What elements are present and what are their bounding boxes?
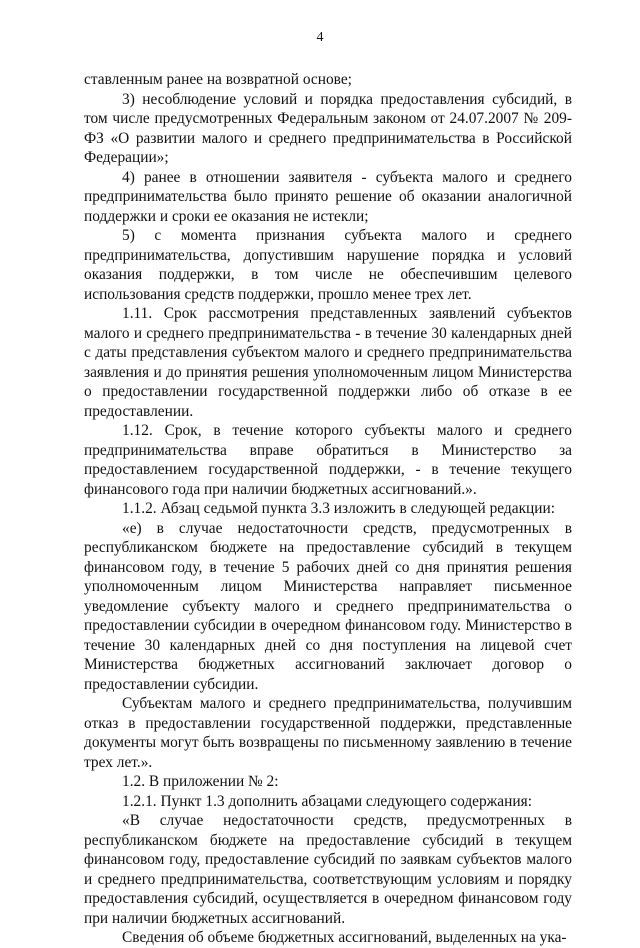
paragraph-1-12: 1.12. Срок, в течение которого субъекты малого и среднего предпринимательства вправе обратиться в Министерство за предоставлением государственной поддержки, - в течение текущего финансового года при наличии бюджетных ассигнований.».: [84, 422, 572, 498]
paragraph-continuation: ставленным ранее на возвратной основе;: [84, 71, 352, 88]
paragraph-budget-info: Сведения об объеме бюджетных ассигнований, выделенных на ука-: [122, 929, 567, 946]
paragraph-1-1-2: 1.1.2. Абзац седьмой пункта 3.3 изложить в следующей редакции:: [122, 500, 556, 517]
paragraph-1-11: 1.11. Срок рассмотрения представленных заявлений субъектов малого и среднего предпринимательства - в течение 30 календарных дней с даты представления субъектом малого и среднего предпринимательства заявления и до принятия решения уполномоченным лицом Министерства о предоставлении государственной поддержки либо об отказе в ее предоставлении.: [84, 305, 572, 420]
paragraph-item-3: 3) несоблюдение условий и порядка предоставления субсидий, в том числе предусмотренных Федеральным законом от 24.07.2007 № 209-ФЗ «О развитии малого и среднего предпринимательства в Российской Федерации»;: [84, 90, 572, 166]
paragraph-1-2-1: 1.2.1. Пункт 1.3 дополнить абзацами следующего содержания:: [122, 792, 532, 810]
paragraph-item-4: 4) ранее в отношении заявителя - субъекта малого и среднего предпринимательства было принято решение об оказании аналогичной поддержки и сроки ее оказания не истекли;: [84, 168, 572, 225]
paragraph-item-5: 5) с момента признания субъекта малого и среднего предпринимательства, допустившим нарушение порядка и условий оказания поддержки, в том числе не обеспечившим целевого использования средств поддержки, прошло менее трех лет.: [84, 227, 572, 303]
paragraph-item-e: «е) в случае недостаточности средств, предусмотренных в республиканском бюджете на предоставление субсидий в текущем финансовом году, в течение 5 рабочих дней со дня принятия решения уполномоченным лицом Министерства направляет письменное уведомление субъекту малого и среднего предпринимательства о предоставлении субсидии в очередном финансовом году. Министерство в течение 30 календарных дней со дня поступления на лицевой счет Министерства бюджетных ассигнований заключает договор о предоставлении субсидии.: [84, 519, 572, 693]
page-number: 4: [316, 30, 324, 45]
paragraph-insufficiency: «В случае недостаточности средств, предусмотренных в республиканском бюджете на предоставление субсидий в текущем финансовом году, предоставление субсидий по заявкам субъектов малого и среднего предпринимательства, соответствующим условиям и порядку предоставления субсидий, осуществляется в очередном финансовом году при наличии бюджетных ассигнований.: [84, 812, 572, 927]
paragraph-refusal: Субъектам малого и среднего предпринимательства, получившим отказ в предоставлении государственной поддержки, представленные документы могут быть возвращены по письменному заявлению в течение трех лет.».: [84, 695, 572, 771]
paragraph-1-2: 1.2. В приложении № 2:: [122, 773, 279, 790]
document-body: [84, 70, 572, 948]
